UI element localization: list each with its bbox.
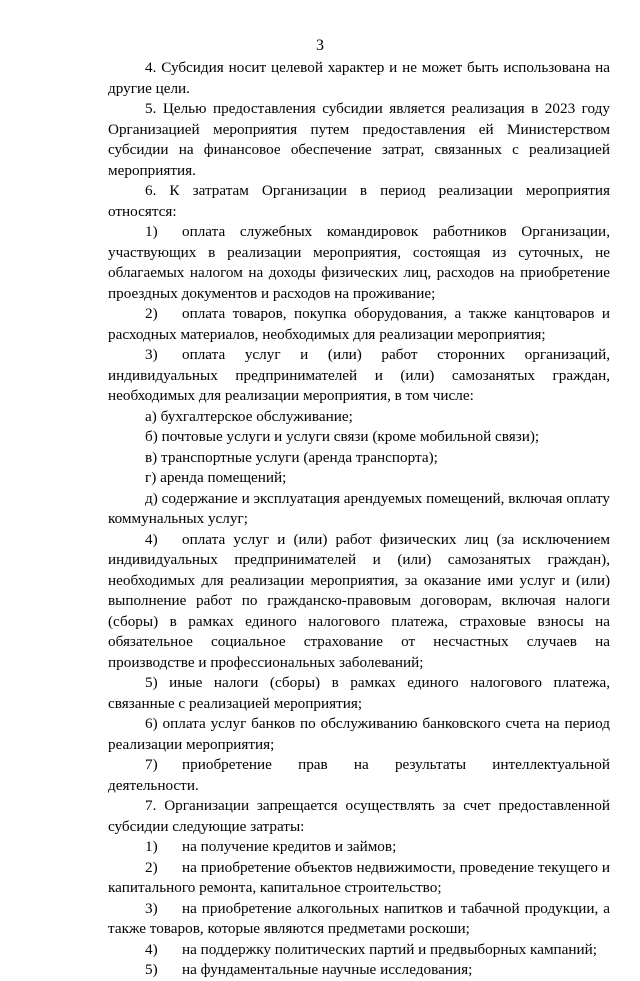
paragraph-text: на поддержку политических партий и предвыборных кампаний; — [182, 940, 598, 958]
paragraph — [108, 673, 610, 714]
paragraph-text: оплата услуг и (или) работ сторонних организаций, индивидуальных предпринимателей и (или) самозанятых граждан, необходимых для реализации мероприятия, в том числе: — [108, 346, 610, 404]
paragraph-text: на фундаментальные научные исследования; — [182, 961, 473, 978]
paragraph — [108, 222, 610, 304]
paragraph — [108, 304, 610, 345]
paragraph — [108, 181, 610, 222]
paragraph — [108, 468, 610, 489]
page-number: 3 — [316, 37, 324, 54]
paragraph-text: в) транспортные услуги (аренда транспорта); — [145, 448, 438, 466]
paragraph — [108, 99, 610, 181]
list-number: 4) — [145, 530, 158, 548]
paragraph — [108, 714, 610, 755]
paragraph — [108, 960, 610, 981]
paragraph — [108, 858, 610, 899]
paragraph-text: 4. Субсидия носит целевой характер и не может быть использована на другие цели. — [108, 59, 610, 97]
paragraph-text: оплата товаров, покупка оборудования, а также канцтоваров и расходных материалов, необходимых для реализации мероприятия; — [108, 305, 610, 343]
document-body — [108, 58, 610, 981]
paragraph-text: оплата услуг и (или) работ физических лиц (за исключением индивидуальных предпринимателей и (или) самозанятых граждан), необходимых для реализации мероприятия, за оказание ими услуг и (или) выполнение работ по гражданско-правовым договорам, включая налоги (сборы) в рамках единого налогового платежа, страховые взносы на обязательное социальное страхование от несчастных случаев на производстве и профессиональных заболеваний; — [108, 530, 610, 671]
list-number: 1) — [145, 223, 158, 240]
list-number: 2) — [145, 858, 158, 876]
paragraph — [108, 796, 610, 837]
paragraph-text: 5. Целью предоставления субсидии является реализация в 2023 году Организацией мероприятия путем предоставления ей Министерством субсидии на финансовое обеспечение затрат, связанных с реализацией мероприятия. — [108, 100, 610, 179]
paragraph — [108, 448, 610, 469]
paragraph-text: г) аренда помещений; — [145, 469, 287, 486]
list-number: 2) — [145, 305, 158, 322]
list-number: 4) — [145, 940, 158, 958]
list-number: 1) — [145, 838, 158, 855]
paragraph-text: 6. К затратам Организации в период реализации мероприятия относятся: — [108, 182, 610, 220]
paragraph-text: приобретение прав на результаты интеллектуальной деятельности. — [108, 756, 610, 794]
list-number: 7) — [145, 756, 158, 773]
paragraph-text: оплата служебных командировок работников Организации, участвующих в реализации мероприятия, состоящая из суточных, не облагаемых налогом на доходы физических лиц, расходов на приобретение проездных документов и расходов на проживание; — [108, 223, 610, 302]
list-number: 5) — [145, 961, 158, 978]
paragraph — [108, 940, 610, 961]
paragraph-text: б) почтовые услуги и услуги связи (кроме мобильной связи); — [145, 428, 540, 445]
list-number: 3) — [145, 346, 158, 363]
paragraph — [108, 489, 610, 530]
paragraph — [108, 755, 610, 796]
paragraph — [108, 407, 610, 428]
paragraph-text: д) содержание и эксплуатация арендуемых помещений, включая оплату коммунальных услуг; — [108, 489, 611, 527]
paragraph-text: на приобретение алкогольных напитков и табачной продукции, а также товаров, которые являются предметами роскоши; — [108, 899, 610, 937]
paragraph — [108, 345, 610, 407]
paragraph-text: 5) иные налоги (сборы) в рамках единого налогового платежа, связанные с реализацией мероприятия; — [108, 674, 610, 712]
paragraph — [108, 530, 610, 674]
paragraph — [108, 427, 610, 448]
paragraph-text: а) бухгалтерское обслуживание; — [145, 407, 353, 425]
paragraph-text: на получение кредитов и займов; — [182, 838, 397, 855]
list-number: 3) — [145, 899, 158, 917]
paragraph-text: 6) оплата услуг банков по обслуживанию банковского счета на период реализации мероприятия; — [108, 715, 610, 753]
paragraph — [108, 58, 610, 99]
paragraph-text: на приобретение объектов недвижимости, проведение текущего и капитального ремонта, капитальное строительство; — [108, 858, 610, 896]
paragraph — [108, 837, 610, 858]
paragraph-text: 7. Организации запрещается осуществлять за счет предоставленной субсидии следующие затраты: — [108, 797, 610, 835]
